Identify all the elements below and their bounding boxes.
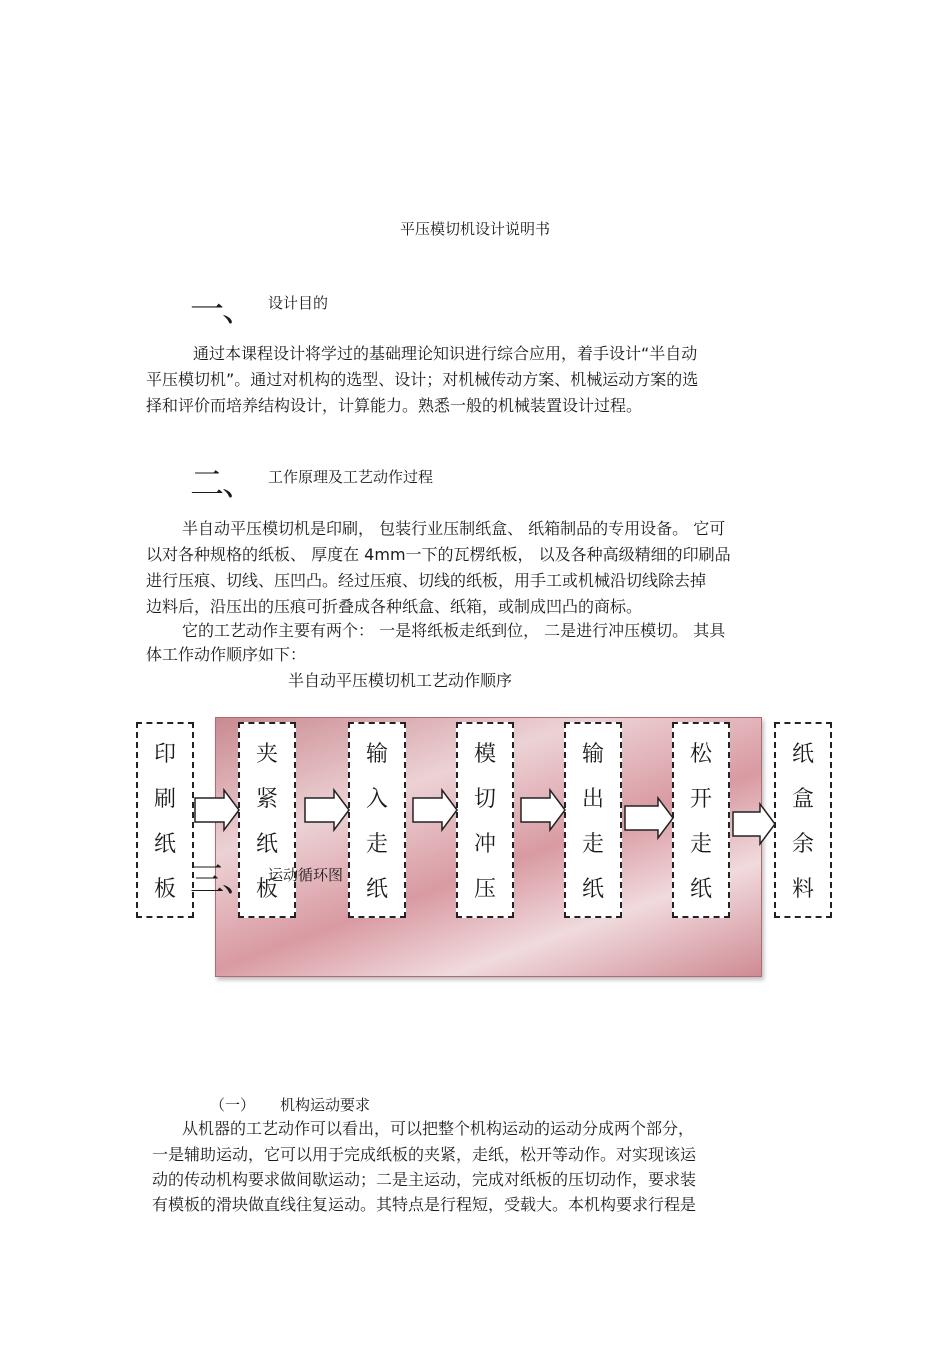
step-char: 松	[689, 742, 712, 767]
step-output-paper	[564, 722, 622, 918]
step-char: 板	[255, 877, 278, 902]
step-char: 夹	[255, 742, 278, 767]
subsection-1-line-3: 动的传动机构要求做间歇运动；二是主运动，完成对纸板的压切动作，要求装	[152, 1170, 697, 1189]
step-char: 开	[689, 787, 712, 812]
section-2-line-3: 进行压痕、切线、压凹凸。经过压痕、切线的纸板，用手工或机械沿切线除去掉	[146, 571, 707, 590]
step-char: 紧	[255, 787, 278, 812]
step-char: 盒	[791, 787, 814, 812]
diagram-caption: 半自动平压模切机工艺动作顺序	[288, 671, 513, 690]
section-2-line-2: 以对各种规格的纸板、 厚度在 4mm一下的瓦楞纸板， 以及各种高级精细的印刷品	[146, 545, 731, 564]
flow-arrow-icon	[624, 796, 674, 840]
subsection-1-line-4: 有模板的滑块做直线往复运动。其特点是行程短，受载大。本机构要求行程是	[152, 1195, 697, 1214]
step-char: 刷	[153, 787, 176, 812]
flow-arrow-icon	[520, 788, 566, 832]
step-char: 余	[791, 832, 814, 857]
step-char: 输	[365, 742, 388, 767]
step-char: 纸	[153, 832, 176, 857]
section-1-line-2: 平压模切机”。通过对机构的选型、设计；对机械传动方案、机械运动方案的选	[146, 370, 699, 389]
step-char: 切	[473, 787, 496, 812]
step-char: 料	[791, 877, 814, 902]
section-2-line-5: 它的工艺动作主要有两个： 一是将纸板走纸到位， 二是进行冲压模切。 其具	[182, 621, 726, 640]
step-char: 输	[581, 742, 604, 767]
step-char: 印	[153, 742, 176, 767]
step-char: 走	[689, 832, 712, 857]
step-char: 走	[581, 832, 604, 857]
step-char: 纸	[689, 877, 712, 902]
section-2-line-4: 边料后，沿压出的压痕可折叠成各种纸盒、纸箱，或制成凹凸的商标。	[146, 597, 643, 616]
section-1-line-3: 择和评价而培养结构设计，计算能力。熟悉一般的机械装置设计过程。	[146, 396, 643, 415]
section-2-number: 二、	[190, 464, 254, 504]
section-2-line-1: 半自动平压模切机是印刷， 包装行业压制纸盒、 纸箱制品的专用设备。 它可	[182, 519, 726, 538]
step-die-cut	[456, 722, 514, 918]
step-char: 入	[365, 787, 388, 812]
subsection-1-number: （一）	[210, 1096, 256, 1114]
section-2-title: 工作原理及工艺动作过程	[268, 468, 434, 486]
flow-arrow-icon	[194, 788, 240, 832]
step-release-paper	[672, 722, 730, 918]
step-feed-paper	[348, 722, 406, 918]
step-char: 模	[473, 742, 496, 767]
subsection-1-line-1: 从机器的工艺动作可以看出，可以把整个机构运动的运动分成两个部分，	[182, 1119, 695, 1138]
section-1-line-1: 通过本课程设计将学过的基础理论知识进行综合应用，着手设计“半自动	[193, 344, 698, 363]
flow-arrow-icon	[412, 788, 458, 832]
document-title: 平压模切机设计说明书	[399, 220, 550, 238]
step-char: 板	[153, 877, 176, 902]
step-print-board	[136, 722, 194, 918]
step-char: 冲	[473, 832, 496, 857]
flow-arrow-icon	[304, 788, 350, 832]
step-char: 纸	[255, 832, 278, 857]
step-char: 纸	[791, 742, 814, 767]
step-char: 出	[581, 787, 604, 812]
section-3-title: 运动循环图	[268, 866, 344, 884]
section-2-line-6: 体工作动作顺序如下：	[146, 645, 307, 664]
step-char: 纸	[365, 877, 388, 902]
step-box-waste	[774, 722, 832, 918]
step-char: 压	[473, 877, 496, 902]
section-3-number: 三、	[190, 860, 254, 900]
section-1-number: 一、	[190, 290, 254, 330]
step-char: 纸	[581, 877, 604, 902]
subsection-1-line-2: 一是辅助运动，它可以用于完成纸板的夹紧，走纸，松开等动作。对实现该运	[152, 1145, 697, 1164]
step-char: 走	[365, 832, 388, 857]
subsection-1-title: 机构运动要求	[280, 1096, 371, 1114]
flow-arrow-icon	[732, 802, 776, 846]
section-1-title: 设计目的	[268, 294, 329, 312]
